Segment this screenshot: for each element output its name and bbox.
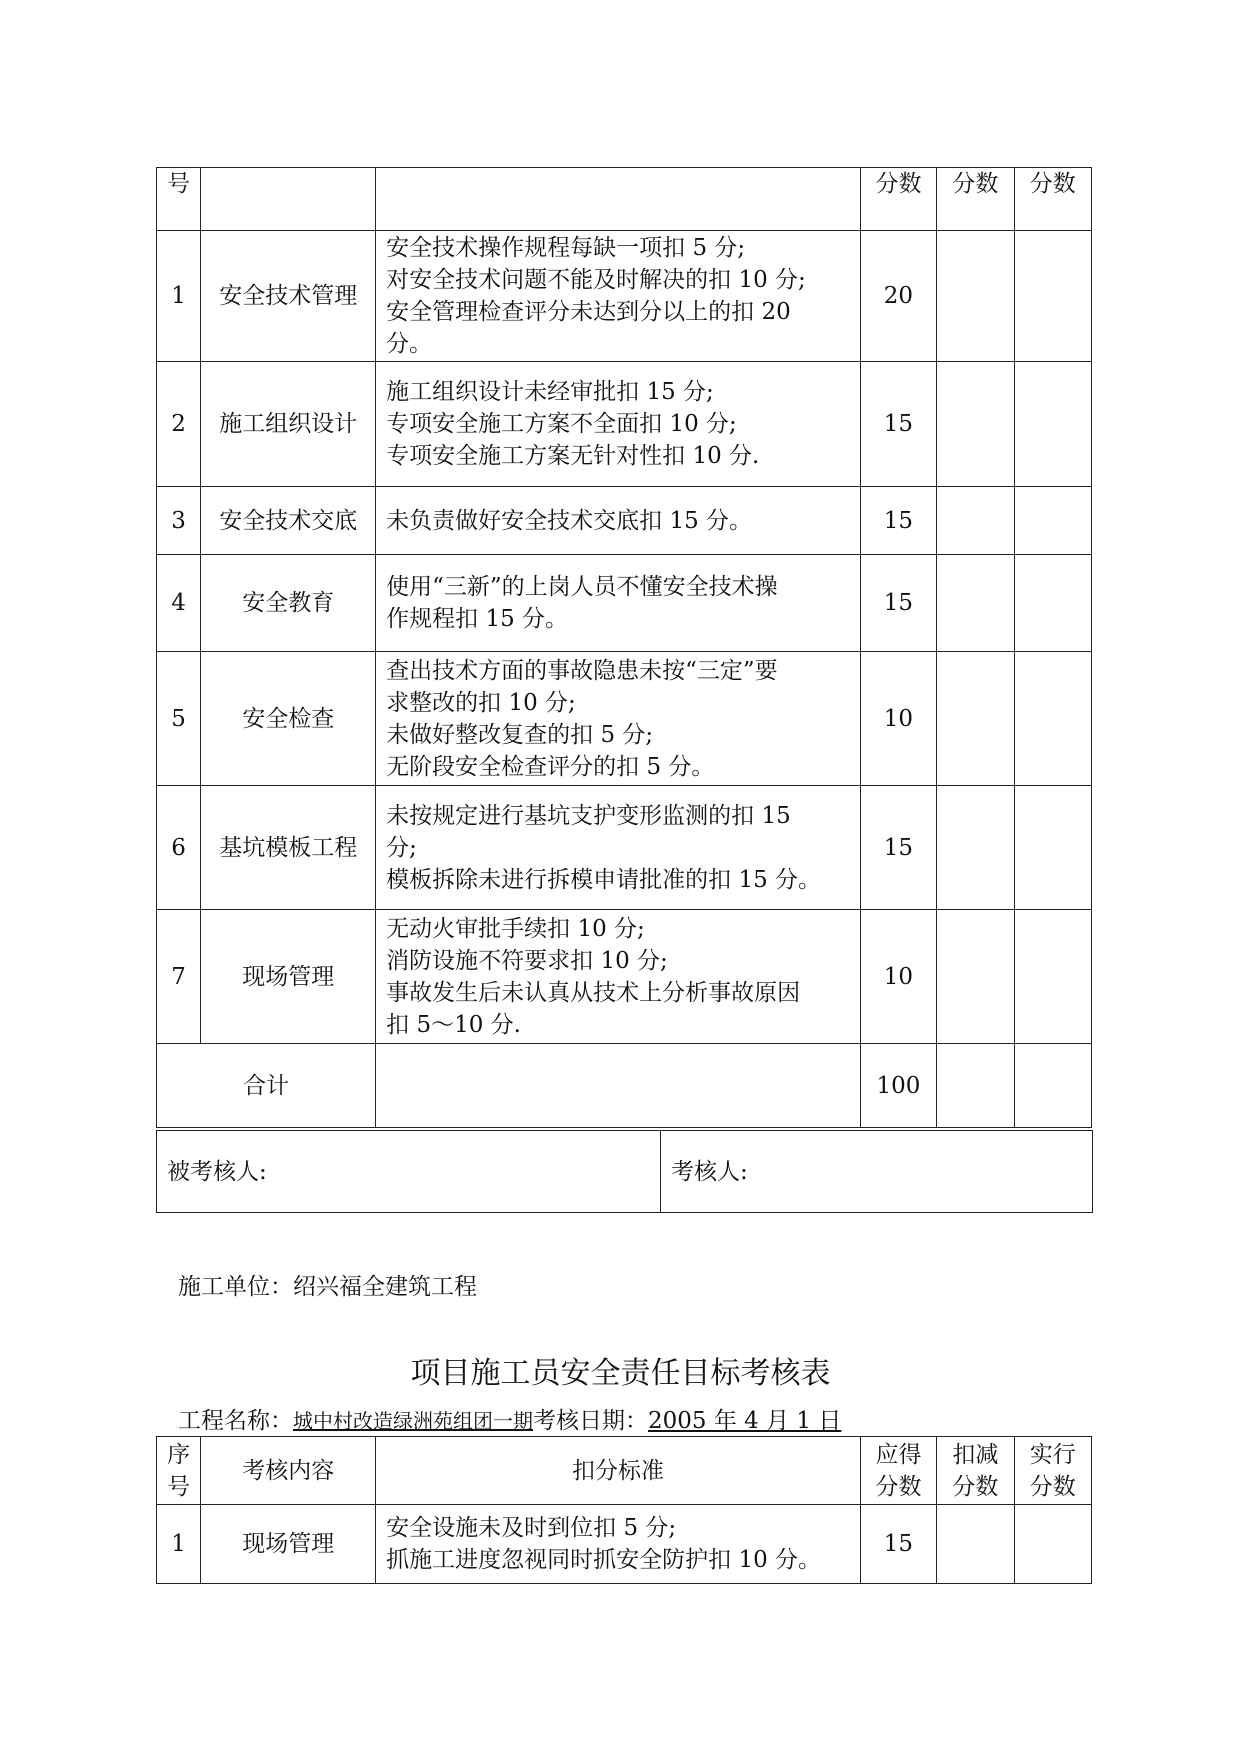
row-standard: [376, 786, 861, 910]
row-deducted: [937, 786, 1014, 910]
total-actual: [1014, 1044, 1091, 1128]
project-label: 工程名称：: [178, 1408, 293, 1434]
std-line: 安全管理检查评分未达到分以上的扣 20: [386, 299, 791, 325]
std-line: 分。: [386, 331, 433, 357]
header-std: [376, 168, 861, 231]
date-label: 考核日期：: [533, 1408, 648, 1434]
table-row: [157, 1505, 1092, 1584]
std-line: 扣 5～10 分.: [386, 1011, 521, 1038]
std-line: 使用“三新”的上岗人员不懂安全技术操: [386, 574, 778, 600]
header-no: 号: [157, 168, 201, 231]
header-line: 实行: [1029, 1441, 1076, 1468]
table-row: [157, 555, 1092, 652]
std-line: 未做好整改复查的扣 5 分;: [386, 721, 654, 748]
row-actual: [1014, 786, 1091, 910]
std-line: 未负责做好安全技术交底扣 15 分。: [386, 507, 753, 534]
std-line: 安全技术操作规程每缺一项扣 5 分;: [386, 235, 746, 261]
row-score: 15: [860, 1505, 936, 1584]
total-score: 100: [860, 1044, 936, 1128]
total-deducted: [937, 1044, 1014, 1128]
row-actual: [1014, 652, 1091, 786]
row-standard: [376, 555, 861, 652]
row-standard: [376, 231, 861, 362]
std-line: 对安全技术问题不能及时解决的扣 10 分;: [386, 267, 806, 293]
row-score: 10: [860, 652, 936, 786]
row-no: 7: [157, 910, 201, 1044]
row-score: 15: [860, 362, 936, 487]
row-score: 15: [860, 555, 936, 652]
row-item: 现场管理: [201, 1505, 376, 1584]
header-item: 考核内容: [201, 1437, 376, 1505]
examinee-signature: 被考核人:: [157, 1131, 661, 1213]
std-line: 抓施工进度忽视同时抓安全防护扣 10 分。: [386, 1547, 822, 1573]
row-score: 10: [860, 910, 936, 1044]
assessment-table-continued: [156, 167, 1092, 1128]
header-score-deducted: 分数: [937, 168, 1014, 231]
table-header-row: [157, 168, 1092, 231]
row-no: 2: [157, 362, 201, 487]
std-line: 无动火审批手续扣 10 分;: [386, 915, 645, 942]
row-item: 安全教育: [201, 555, 376, 652]
header-score-actual: [1014, 1437, 1091, 1505]
row-no: 6: [157, 786, 201, 910]
row-standard: [376, 1505, 861, 1584]
row-item: 安全检查: [201, 652, 376, 786]
row-deducted: [937, 910, 1014, 1044]
assessment-table: [156, 1436, 1092, 1584]
assessment-date: 2005 年 4 月 1 日: [648, 1408, 842, 1434]
row-actual: [1014, 231, 1091, 362]
header-line: 扣减: [952, 1441, 999, 1468]
row-no: 5: [157, 652, 201, 786]
header-no-line: 序: [167, 1441, 191, 1468]
row-standard: [376, 652, 861, 786]
row-deducted: [937, 555, 1014, 652]
row-deducted: [937, 1505, 1014, 1584]
std-line: 安全设施未及时到位扣 5 分;: [386, 1515, 677, 1541]
std-line: 模板拆除未进行拆模申请批准的扣 15 分。: [386, 866, 822, 893]
total-standard: [376, 1044, 861, 1128]
header-score-due: [860, 1437, 936, 1505]
row-score: 20: [860, 231, 936, 362]
std-line: 专项安全施工方案不全面扣 10 分;: [386, 411, 737, 437]
row-item: 安全技术管理: [201, 231, 376, 362]
header-no-line: 号: [167, 1473, 191, 1500]
std-line: 事故发生后未认真从技术上分析事故原因: [386, 979, 801, 1006]
row-no: 1: [157, 1505, 201, 1584]
row-score: 15: [860, 786, 936, 910]
signature-row: [157, 1131, 1093, 1213]
header-line: 应得: [875, 1441, 922, 1468]
table-row: [157, 910, 1092, 1044]
project-name: 城中村改造绿洲苑组团一期: [293, 1409, 533, 1433]
header-line: 分数: [875, 1473, 922, 1500]
std-line: 专项安全施工方案无针对性扣 10 分.: [386, 443, 760, 469]
row-actual: [1014, 1505, 1091, 1584]
row-standard: [376, 487, 861, 555]
table-header-row: [157, 1437, 1092, 1505]
row-item: 基坑模板工程: [201, 786, 376, 910]
row-deducted: [937, 652, 1014, 786]
header-line: 分数: [952, 1473, 999, 1500]
row-item: 安全技术交底: [201, 487, 376, 555]
row-actual: [1014, 487, 1091, 555]
header-std: 扣分标准: [376, 1437, 861, 1505]
row-actual: [1014, 362, 1091, 487]
std-line: 消防设施不符要求扣 10 分;: [386, 947, 668, 974]
std-line: 查出技术方面的事故隐患未按“三定”要: [386, 657, 778, 684]
header-score-deducted: [937, 1437, 1014, 1505]
std-line: 求整改的扣 10 分;: [386, 689, 576, 716]
table-row: [157, 231, 1092, 362]
std-line: 无阶段安全检查评分的扣 5 分。: [386, 753, 715, 780]
table-row: [157, 786, 1092, 910]
project-meta: [178, 1402, 841, 1435]
construction-unit: 施工单位：绍兴福全建筑工程: [178, 1274, 477, 1300]
header-no: [157, 1437, 201, 1505]
header-score-due: 分数: [860, 168, 936, 231]
row-actual: [1014, 555, 1091, 652]
examiner-signature: 考核人:: [661, 1131, 1093, 1213]
row-deducted: [937, 487, 1014, 555]
form-title: 项目施工员安全责任目标考核表: [410, 1356, 831, 1391]
total-label: 合计: [157, 1044, 376, 1128]
row-score: 15: [860, 487, 936, 555]
row-item: 现场管理: [201, 910, 376, 1044]
table-row: [157, 652, 1092, 786]
std-line: 未按规定进行基坑支护变形监测的扣 15: [386, 802, 791, 829]
header-score-actual: 分数: [1014, 168, 1091, 231]
table-row: [157, 487, 1092, 555]
row-actual: [1014, 910, 1091, 1044]
row-no: 3: [157, 487, 201, 555]
std-line: 施工组织设计未经审批扣 15 分;: [386, 379, 714, 405]
row-deducted: [937, 362, 1014, 487]
std-line: 分;: [386, 834, 417, 861]
row-standard: [376, 362, 861, 487]
row-deducted: [937, 231, 1014, 362]
row-no: 1: [157, 231, 201, 362]
row-standard: [376, 910, 861, 1044]
header-line: 分数: [1029, 1473, 1076, 1500]
total-row: [157, 1044, 1092, 1128]
header-item: [201, 168, 376, 231]
row-no: 4: [157, 555, 201, 652]
signature-table: [156, 1130, 1093, 1213]
std-line: 作规程扣 15 分。: [386, 606, 569, 632]
row-item: 施工组织设计: [201, 362, 376, 487]
table-row: [157, 362, 1092, 487]
